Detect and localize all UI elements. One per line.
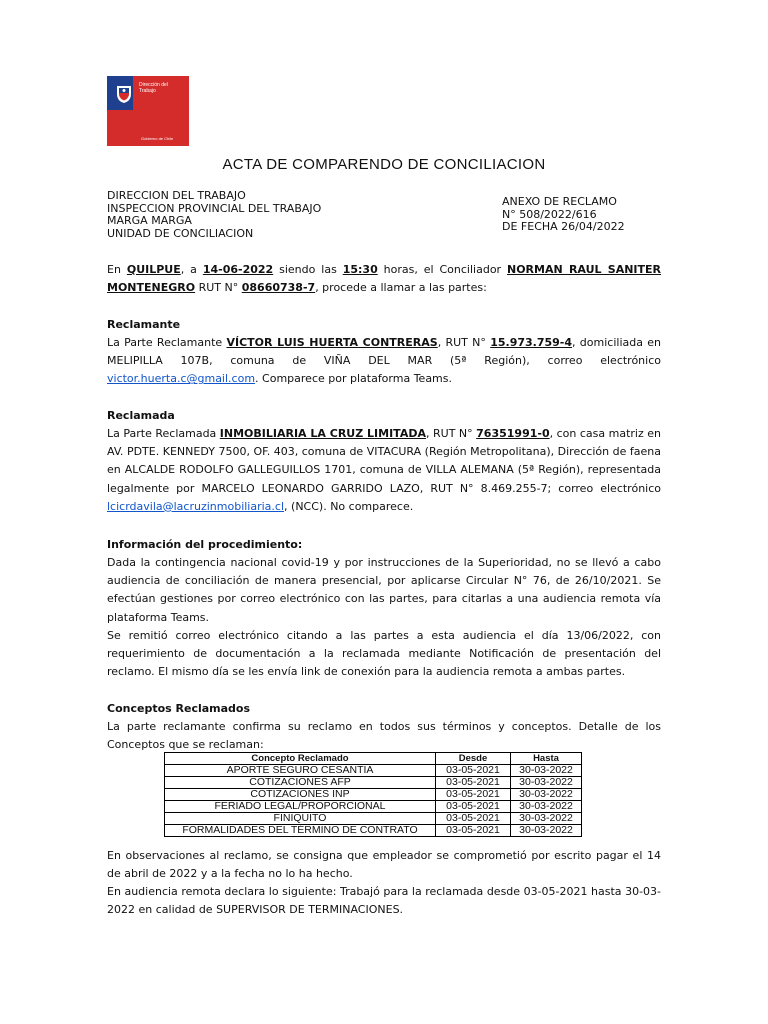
reclamante-email-link[interactable]: victor.huerta.c@gmail.com [107, 372, 256, 386]
table-cell: COTIZACIONES INP [165, 789, 436, 801]
table-cell: 30-03-2022 [511, 765, 582, 777]
table-header-row [165, 753, 582, 765]
reclamada-name: INMOBILIARIA LA CRUZ LIMITADA [219, 427, 426, 440]
header-left-line: MARGA MARGA [107, 214, 192, 228]
table-row [165, 813, 582, 825]
table-cell: 30-03-2022 [511, 777, 582, 789]
time: 15:30 [342, 263, 378, 276]
table-cell: FORMALIDADES DEL TÉRMINO DE CONTRATO [165, 825, 436, 837]
declaracion-paragraph: En audiencia remota declara lo siguiente: Trabajó para la reclamada desde 03-05-2021 hasta 30-03-2022 en calidad de SUPERVISOR DE TERMINACIONES. [107, 885, 661, 917]
table-cell: FERIADO LEGAL/PROPORCIONAL [165, 801, 436, 813]
logo-org-line2: Trabajo [139, 88, 156, 94]
conceptos-heading: Conceptos Reclamados [107, 702, 251, 715]
coat-of-arms-icon [115, 82, 133, 104]
observaciones-paragraph: En observaciones al reclamo, se consigna que empleador se comprometió por escrito pagar el 14 de abril de 2022 y a la fecha no lo ha hecho. [107, 849, 661, 881]
table-cell: 03-05-2021 [436, 825, 511, 837]
direccion-del-trabajo-logo [107, 76, 189, 146]
table-cell: 03-05-2021 [436, 765, 511, 777]
conciliator-rut: 08660738-7 [241, 281, 316, 295]
table-cell: 03-05-2021 [436, 801, 511, 813]
header-left-line: UNIDAD DE CONCILIACION [107, 226, 254, 240]
column-header: Hasta [511, 753, 582, 765]
reclamada-heading: Reclamada [107, 409, 175, 422]
table-row [165, 789, 582, 801]
header-right [502, 196, 625, 234]
logo-org-name [139, 82, 168, 94]
table-cell: APORTE SEGURO CESANTIA [165, 765, 436, 777]
document-title: ACTA DE COMPARENDO DE CONCILIACION [222, 156, 546, 173]
conceptos-table [164, 752, 582, 837]
header-left-line: DIRECCION DEL TRABAJO [107, 189, 246, 202]
date: 14-06-2022 [202, 263, 274, 276]
header-left [107, 190, 321, 240]
table-cell: COTIZACIONES AFP [165, 777, 436, 789]
header-right-line: ANEXO DE RECLAMO [502, 195, 617, 208]
table-row [165, 765, 582, 777]
table-row [165, 825, 582, 837]
table-cell: 30-03-2022 [511, 813, 582, 825]
header-right-line: DE FECHA 26/04/2022 [502, 220, 625, 234]
place: QUILPUE [126, 263, 181, 276]
table-cell: 03-05-2021 [436, 813, 511, 825]
table-row [165, 801, 582, 813]
table-cell: 30-03-2022 [511, 801, 582, 813]
conceptos-intro: La parte reclamante confirma su reclamo en todos sus términos y conceptos. Detalle de los Conceptos que se reclaman: [107, 720, 661, 752]
conciliator-name: NORMAN RAUL SANITER MONTENEGRO [107, 263, 661, 295]
column-header: Concepto Reclamado [165, 753, 436, 765]
table-cell: 30-03-2022 [511, 825, 582, 837]
procedimiento-paragraph-1: Dada la contingencia nacional covid-19 y por instrucciones de la Superioridad, no se llevó a cabo audiencia de conciliación de manera presencial, por aplicarse Circular N° 76, de 26/10/2021. Se efectúan gestiones por correo electrónico con las partes, para citarlas a una audiencia remota vía plataforma Teams. [107, 556, 661, 624]
reclamada-rut: 76351991-0 [476, 427, 550, 440]
table-cell: 03-05-2021 [436, 777, 511, 789]
logo-org-line1: Dirección del [139, 82, 168, 88]
table-cell: FINIQUITO [165, 813, 436, 825]
table-cell: 30-03-2022 [511, 789, 582, 801]
reclamante-paragraph: La Parte Reclamante VÍCTOR LUIS HUERTA CONTRERAS, RUT N° 15.973.759-4, domiciliada en MELIPILLA 107B, comuna de VIÑA DEL MAR (5ª Región), correo electrónico victor.huerta.c@gmail.com. Comparece por plataforma Teams. [107, 336, 661, 386]
table-row [165, 777, 582, 789]
header-left-line: INSPECCION PROVINCIAL DEL TRABAJO [107, 201, 322, 215]
logo-gov-label: Gobierno de Chile [141, 136, 174, 141]
procedimiento-paragraph-2: Se remitió correo electrónico citando a las partes a esta audiencia el día 13/06/2022, con requerimiento de documentación a la reclamada mediante Notificación de presentación del reclamo. El mismo día se les envía link de conexión para la audiencia remota a ambas partes. [107, 629, 661, 679]
procedimiento-heading: Información del procedimiento: [107, 538, 303, 551]
intro-paragraph: En QUILPUE, a 14-06-2022 siendo las 15:30 horas, el Conciliador NORMAN RAUL SANITER MONTENEGRO RUT N° 08660738-7, procede a llamar a las partes: [107, 263, 661, 295]
reclamante-name: VÍCTOR LUIS HUERTA CONTRERAS [226, 336, 438, 349]
column-header: Desde [436, 753, 511, 765]
reclamada-email-link[interactable]: lcicrdavila@lacruzinmobiliaria.cl [107, 499, 285, 513]
table-cell: 03-05-2021 [436, 789, 511, 801]
reclamada-paragraph: La Parte Reclamada INMOBILIARIA LA CRUZ LIMITADA, RUT N° 76351991-0, con casa matriz en AV. PDTE. KENNEDY 7500, OF. 403, comuna de VITACURA (Región Metropolitana), Dirección de faena en ALCALDE RODOLFO GALLEGUILLOS 1701, comuna de VILLA ALEMANA (5ª Región), representada legalmente por MARCELO LEONARDO GARRIDO LAZO, RUT N° 8.469.255-7; correo electrónico lcicrdavila@lacruzinmobiliaria.cl, (NCC). No comparece. [107, 427, 661, 513]
header-right-line: N° 508/2022/616 [502, 207, 597, 221]
reclamante-rut: 15.973.759-4 [490, 336, 573, 349]
reclamante-heading: Reclamante [107, 318, 181, 331]
